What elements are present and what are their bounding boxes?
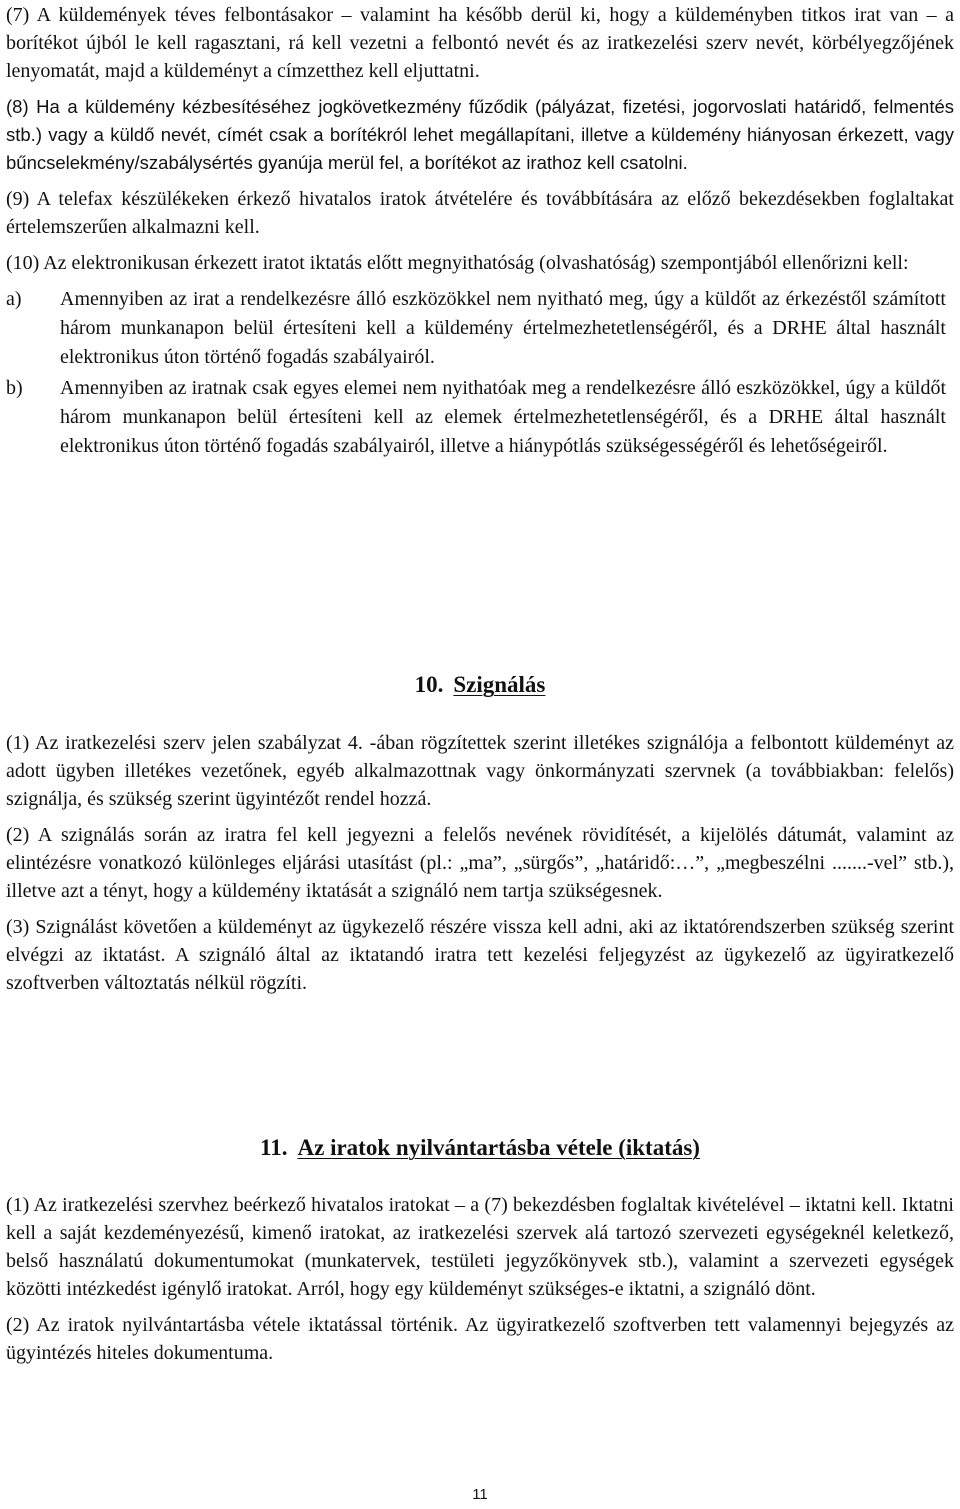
paragraph-8-rest: vagy a küldő nevét, címét csak a borítékról lehet megállapítani, illetve a küldemény hiányosan érkezett, vagy bűncselekmény/szabálysértés gyanúja merül fel, a borítékot az irathoz kell csatolni. — [6, 124, 954, 173]
condition-list — [6, 285, 954, 461]
paragraph-8-start: (8) Ha a küldemény kézbesítéséhez jogkövetkezmény fűződik (pályázat, fizetési, jogorvoslati határidő, felmentés stb.) — [6, 96, 954, 145]
list-text-a: Amennyiben az irat a rendelkezésre álló eszközökkel nem nyitható meg, úgy a küldőt az érkezéstől számított három munkanapon belül értesíteni kell a küldemény értelmezhetetlenségéről, és a DRHE által használt elektronikus úton történő fogadás szabályairól. — [60, 288, 946, 368]
section-10-paragraph-3: (3) Szignálást követően a küldeményt az ügykezelő részére vissza kell adni, aki az iktatórendszerben szükség szerint elvégzi az iktatást. A szignáló által az iktatandó iratra tett kezelési feljegyzést az ügykezelő az ügyiratkezelő szoftverben változtatás nélkül rögzíti. — [6, 916, 954, 994]
list-marker-a: a) — [6, 288, 22, 310]
list-text-b: Amennyiben az iratnak csak egyes elemei nem nyithatóak meg a rendelkezésre álló eszközökkel, úgy a küldőt három munkanapon belül értesíteni kell az elemek értelmezhetetlenségéről, és a DRHE által használt elektronikus úton történő fogadás szabályairól, illetve a hiánypótlás szükségességéről és lehetőségeiről. — [60, 377, 946, 457]
section-11-heading — [0, 1135, 960, 1161]
paragraph-7: (7) A küldemények téves felbontásakor – valamint ha később derül ki, hogy a küldeményben titkos irat van – a borítékot újból le kell ragasztani, rá kell vezetni a felbontó nevét és az iratkezelési szerv nevét, körbélyegzőjének lenyomatát, majd a küldeményt a címzetthez kell eljuttatni. — [6, 4, 954, 82]
paragraph-10: (10) Az elektronikusan érkezett iratot iktatás előtt megnyithatóság (olvashatóság) szempontjából ellenőrizni kell: — [6, 252, 909, 274]
section-10-body — [6, 729, 954, 1005]
section-10-title: Szignálás — [453, 672, 546, 697]
list-marker-b: b) — [6, 377, 23, 399]
page-number: 11 — [472, 1486, 488, 1503]
section-11-number: 11. — [260, 1135, 288, 1160]
list-item — [6, 285, 954, 372]
list-item — [6, 374, 954, 461]
section-11-paragraph-1: (1) Az iratkezelési szervhez beérkező hivatalos iratokat – a (7) bekezdésben foglaltak kivételével – iktatni kell. Iktatni kell a saját kezdeményezésű, kimenő iratokat, az iratkezelési szervek alá tartozó szervezeti egységeknél keletkező, belső használatú dokumentumokat (munkatervek, testületi jegyzőkönyvek stb.), valamint a szervezeti egységek közötti intézkedést igénylő iratokat. Arról, hogy egy küldeményt szükséges-e iktatni, a szignáló dönt. — [6, 1194, 954, 1300]
section-10-paragraph-1: (1) Az iratkezelési szerv jelen szabályzat 4. -ában rögzítettek szerint illetékes szignálója a felbontott küldeményt az adott ügyben illetékes vezetőnek, egyéb alkalmazottnak vagy önkormányzati szervnek (a továbbiakban: felelős) szignálja, és szükség szerint ügyintézőt rendel hozzá. — [6, 732, 954, 810]
paragraph-9: (9) A telefax készülékeken érkező hivatalos iratok átvételére és továbbítására az előző bekezdésekben foglaltakat értelemszerűen alkalmazni kell. — [6, 188, 954, 238]
section-11-title: Az iratok nyilvántartásba vétele (iktatás) — [297, 1135, 700, 1160]
section-11-paragraph-2: (2) Az iratok nyilvántartásba vétele iktatással történik. Az ügyiratkezelő szoftverben tett valamennyi bejegyzés az ügyintézés hiteles dokumentuma. — [6, 1314, 954, 1364]
section-10-heading — [0, 672, 960, 698]
section-prev-body — [6, 0, 954, 463]
section-10-number: 10. — [414, 672, 444, 697]
section-11-body — [6, 1191, 954, 1375]
paragraph-8 — [6, 93, 954, 177]
section-10-paragraph-2: (2) A szignálás során az iratra fel kell jegyezni a felelős nevének rövidítését, a kijelölés dátumát, valamint az elintézésre vonatkozó különleges eljárási utasítást (pl.: „ma”, „sürgős”, „határidő:…”, „megbeszélni .......-vel” stb.), illetve azt a tényt, hogy a küldemény iktatását a szignáló nem tartja szükségesnek. — [6, 824, 954, 902]
